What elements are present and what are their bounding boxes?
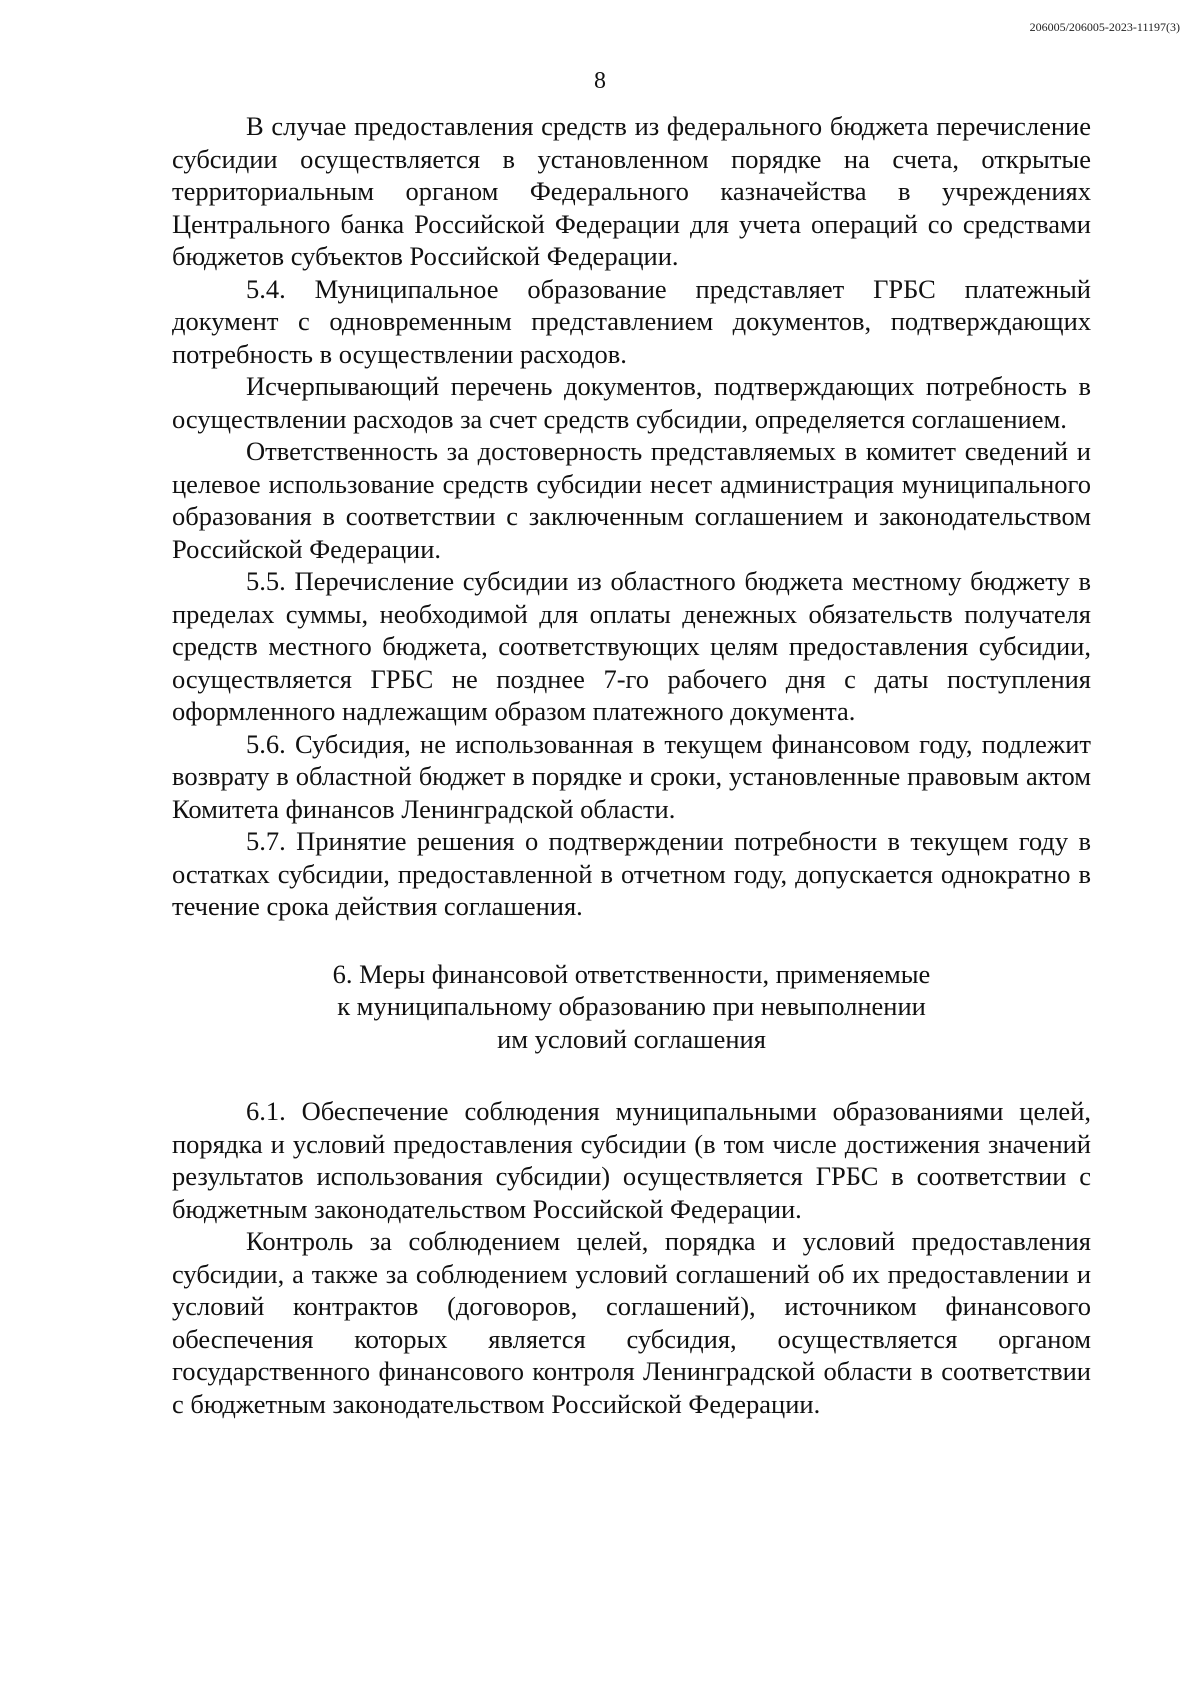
paragraph-5-6: 5.6. Субсидия, не использованная в текущем финансовом году, подлежит возврату в областной бюджет в порядке и сроки, установленные правовым актом Комитета финансов Ленинградской области. [172,728,1091,824]
document-body [172,110,1091,1420]
document-id: 206005/206005-2023-11197(3) [1029,20,1180,34]
paragraph-responsibility: Ответственность за достоверность представляемых в комитет сведений и целевое использование средств субсидии несет администрация муниципального образования в соответствии с заключенным соглашением и законодательством Российской Федерации. [172,436,1091,564]
paragraph-6-1: 6.1. Обеспечение соблюдения муниципальными образованиями целей, порядка и условий предоставления субсидии (в том числе достижения значений результатов использования субсидии) осуществляется ГРБС в соответствии с бюджетным законодательством Российской Федерации. [172,1096,1091,1224]
paragraph-5-4: 5.4. Муниципальное образование представляет ГРБС платежный документ с одновременным представлением документов, подтверждающих потребность в осуществлении расходов. [172,273,1091,369]
paragraph-exhaustive-list: Исчерпывающий перечень документов, подтверждающих потребность в осуществлении расходов за счет средств субсидии, определяется соглашением. [172,371,1091,434]
paragraph-5-5: 5.5. Перечисление субсидии из областного бюджета местному бюджету в пределах суммы, необходимой для оплаты денежных обязательств получателя средств местного бюджета, соответствующих целям предоставления субсидии, осуществляется ГРБС не позднее 7-го рабочего дня с даты поступления оформленного надлежащим образом платежного документа. [172,566,1091,726]
section-heading-line: им условий соглашения [497,1023,766,1054]
section-6-heading [172,958,1091,1056]
page-number: 8 [594,68,606,94]
paragraph-federal-budget-transfer: В случае предоставления средств из федерального бюджета перечисление субсидии осуществляется в установленном порядке на счета, открытые территориальным органом Федерального казначейства в учреждениях Центрального банка Российской Федерации для учета операций со средствами бюджетов субъектов Российской Федерации. [172,111,1091,271]
paragraph-5-7: 5.7. Принятие решения о подтверждении потребности в текущем году в остатках субсидии, предоставленной в отчетном году, допускается однократно в течение срока действия соглашения. [172,826,1091,921]
section-heading-line: к муниципальному образованию при невыполнении [337,991,926,1021]
paragraph-control: Контроль за соблюдением целей, порядка и условий предоставления субсидии, а также за соблюдением условий соглашений об их предоставлении и условий контрактов (договоров, соглашений), источником финансового обеспечения которых является субсидия, осуществляется органом государственного финансового контроля Ленинградской области в соответствии с бюджетным законодательством Российской Федерации. [172,1226,1091,1419]
section-heading-line: 6. Меры финансовой ответственности, применяемые [332,958,931,989]
